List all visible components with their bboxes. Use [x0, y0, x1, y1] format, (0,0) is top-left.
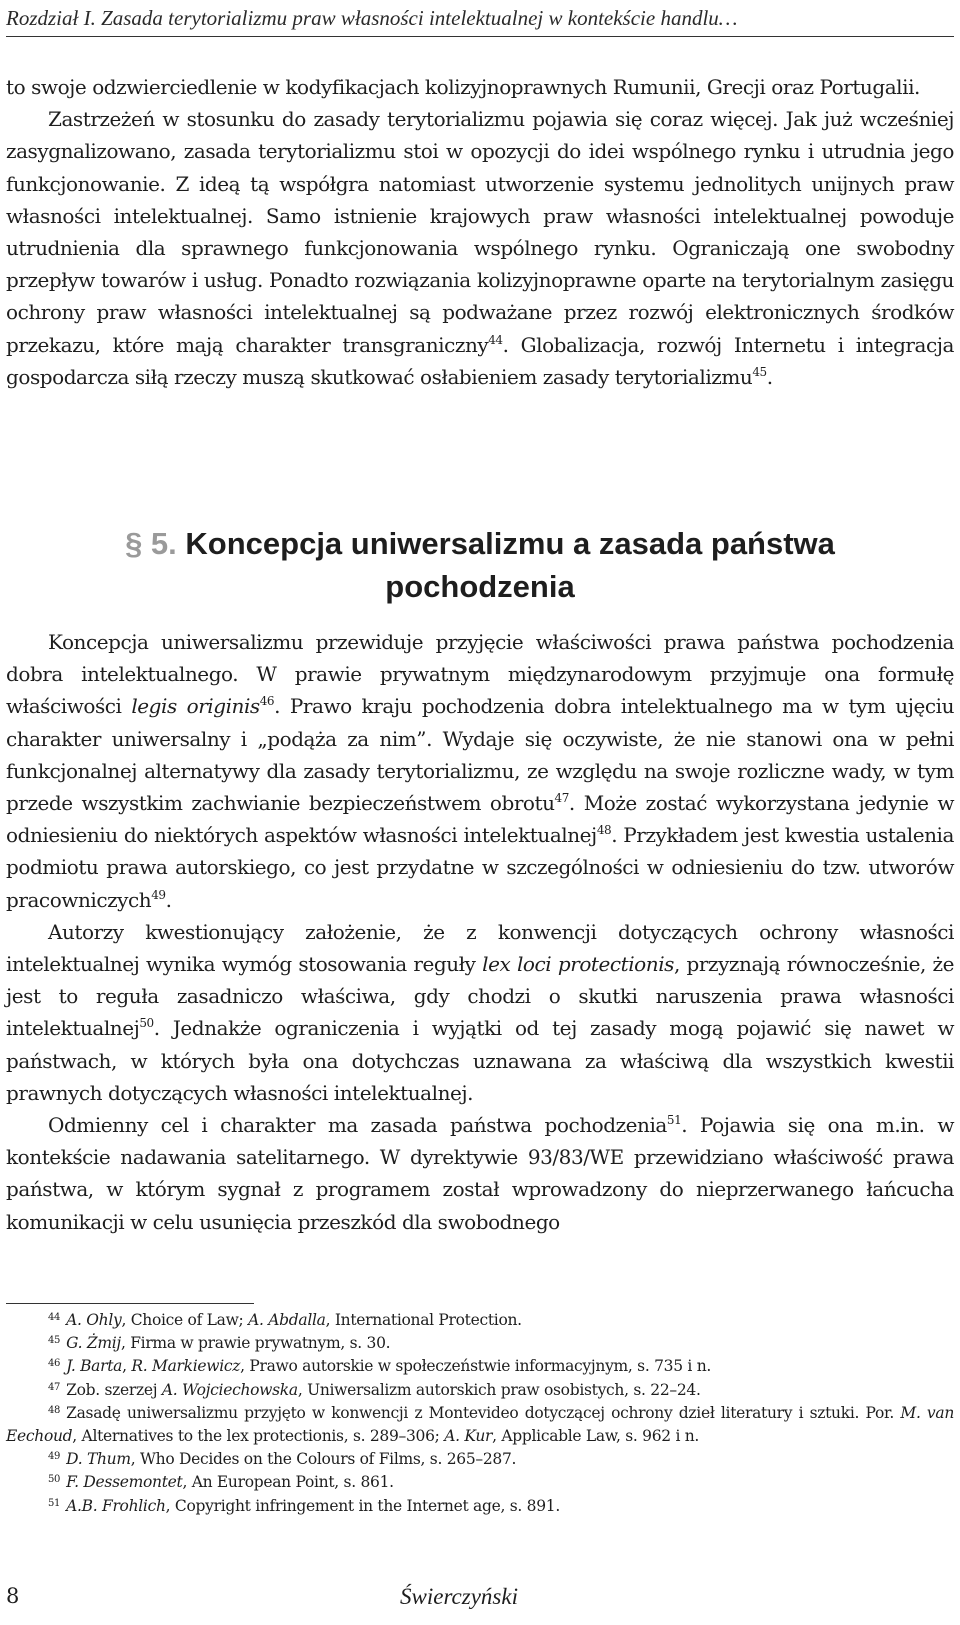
text-run: . Prawo kraju pochodzenia dobra intelektualnego ma w tym ujęciu charakter uniwersalny i „podąża za nim”. Wydaje się oczywiste, że nie stanowi ona w pełni funkcjonalnej alternatywy dla zasady terytorializmu, ze względu na swoje rozliczne wady, w tym przede wszystkim zachwianie bezpieczeństwem obrotu — [6, 694, 955, 816]
footnote-ref[interactable]: 46 — [259, 694, 275, 709]
author-name: M. van Eechoud — [6, 1403, 955, 1446]
footnote-text: , Choice of Law; — [121, 1311, 249, 1329]
italic-term: lex loci protectionis — [482, 952, 674, 977]
section-heading — [30, 522, 930, 608]
footnote-number: 48 — [48, 1404, 61, 1416]
text-run: . — [165, 887, 172, 912]
footnote-ref[interactable]: 48 — [596, 823, 612, 838]
footnote-number: 49 — [48, 1451, 61, 1463]
footnote-text: Zob. szerzej — [66, 1380, 162, 1399]
footnote-number: 50 — [48, 1474, 61, 1486]
footnote-text: , Alternatives to the lex protectionis, s. 289–306; — [72, 1427, 445, 1446]
footnote-number: 46 — [48, 1358, 61, 1370]
running-head: Rozdział I. Zasada terytorializmu praw własności intelektualnej w kontekście handlu… — [6, 6, 738, 30]
paragraph-continuation: to swoje odzwierciedlenie w kodyfikacjach kolizyjnoprawnych Rumunii, Grecji oraz Portugalii. — [6, 75, 920, 99]
footnote — [6, 1332, 954, 1355]
footnote-text: , Firma w prawie prywatnym, s. 30. — [120, 1334, 391, 1353]
paragraph — [6, 916, 954, 1109]
footnote-text: Zasadę uniwersalizmu przyjęto w konwencji z Montevideo dotyczącej ochrony dzieł literatury i sztuki. Por. — [66, 1403, 901, 1422]
author-name: J. Barta — [66, 1357, 123, 1376]
footnote-number: 44 — [48, 1312, 61, 1323]
text-run: . — [766, 364, 773, 389]
footnote-text: , An European Point, s. 861. — [182, 1473, 394, 1492]
header-rule — [6, 36, 954, 37]
italic-term: legis originis — [131, 694, 260, 719]
footnote — [6, 1309, 954, 1332]
running-foot-author: Świerczyński — [400, 1584, 518, 1609]
footnote-text: , Prawo autorskie w społeczeństwie informacyjnym, s. 735 i n. — [240, 1357, 711, 1376]
author-name: G. Żmij — [66, 1334, 121, 1353]
body-text-top — [6, 71, 954, 393]
text-run: , przyznają równocześnie, że jest to reguła zasadniczo właściwa, gdy chodzi o skutki naruszenia prawa własności intelektualnej — [6, 952, 955, 1041]
text-run: . Jednakże ograniczenia i wyjątki od tej zasady mogą pojawić się nawet w państwach, w których była ona dotychczas uznawana za właściwą dla wszystkich kwestii prawnych dotyczących własności intelektualnej. — [6, 1016, 954, 1105]
footnote-ref[interactable]: 47 — [554, 791, 569, 806]
footnote-ref[interactable]: 45 — [752, 364, 767, 379]
section-number: § 5. — [125, 526, 177, 561]
text-run: . Globalizacja, rozwój Internetu i integracja gospodarcza siłą rzeczy muszą skutkować osłabieniem zasady terytorializmu — [6, 332, 954, 389]
footnote-text: , International Protection. — [325, 1311, 522, 1329]
section-title-line1: Koncepcja uniwersalizmu a zasada państwa — [185, 526, 835, 561]
footnote — [6, 1495, 954, 1518]
footnote-ref[interactable]: 44 — [488, 332, 503, 347]
footnote-separator — [6, 1303, 254, 1304]
author-name: A.B. Frohlich — [66, 1496, 166, 1515]
footnote-number: 51 — [48, 1497, 61, 1509]
paragraph — [6, 626, 954, 916]
paragraph — [6, 103, 954, 393]
body-text-bottom — [6, 626, 954, 1238]
author-name: D. Thum — [66, 1450, 131, 1469]
footnote-number: 47 — [48, 1381, 61, 1393]
footnote-ref[interactable]: 50 — [139, 1016, 154, 1031]
author-name: A. Abdalla — [248, 1311, 326, 1329]
footnotes — [6, 1309, 954, 1518]
footnote-text: , Copyright infringement in the Internet age, s. 891. — [165, 1496, 560, 1515]
footnote-text: , Applicable Law, s. 962 i n. — [492, 1427, 700, 1446]
footnote — [6, 1402, 954, 1448]
section-title-line2: pochodzenia — [385, 569, 575, 604]
author-name: A. Ohly — [66, 1311, 122, 1329]
footnote-text: , Who Decides on the Colours of Films, s. 265–287. — [130, 1450, 517, 1469]
author-name: A. Wojciechowska — [161, 1380, 298, 1399]
footnote — [6, 1448, 954, 1471]
text-run: Odmienny cel i charakter ma zasada państwa pochodzenia — [48, 1113, 667, 1138]
author-name: A. Kur — [444, 1427, 493, 1446]
page-number: 8 — [6, 1584, 20, 1608]
footnote — [6, 1471, 954, 1494]
footnote — [6, 1355, 954, 1378]
text-run: . Pojawia się ona m.in. w kontekście nadawania satelitarnego. W dyrektywie 93/83/WE przewidziano właściwość prawa państwa, w którym sygnał z programem został wprowadzony do nieprzerwanego łańcucha komunikacji w celu usunięcia przeszkód dla swobodnego — [6, 1113, 954, 1234]
footnote — [6, 1379, 954, 1402]
footnote-ref[interactable]: 49 — [151, 887, 166, 902]
text-run: . Przykładem jest kwestia ustalenia podmiotu prawa autorskiego, co jest przydatne w szczególności w odniesieniu do tzw. utworów pracowniczych — [6, 823, 954, 912]
footnote-ref[interactable]: 51 — [666, 1113, 682, 1128]
author-name: F. Dessemontet — [66, 1473, 183, 1492]
author-name: R. Markiewicz — [131, 1357, 241, 1376]
footnote-number: 45 — [48, 1335, 61, 1347]
footnote-text: , — [122, 1357, 132, 1376]
text-run: Zastrzeżeń w stosunku do zasady terytorializmu pojawia się coraz więcej. Jak już wcześniej zasygnalizowano, zasada terytorializmu stoi w opozycji do idei wspólnego rynku i utrudnia jego funkcjonowanie. Z ideą tą współgra natomiast utworzenie systemu jednolitych unijnych praw własności intelektualnej. Samo istnienie krajowych praw własności intelektualnej powoduje utrudnienia dla sprawnego funkcjonowania wspólnego rynku. Ograniczają one swobodny przepływ towarów i usług. Ponadto rozwiązania kolizyjnoprawne oparte na terytorialnym zasięgu ochrony praw własności intelektualnej są podważane przez rozwój elektronicznych środków przekazu, które mają charakter transgraniczny — [6, 107, 954, 357]
footnote-text: , Uniwersalizm autorskich praw osobistych, s. 22–24. — [297, 1380, 701, 1399]
text-run: Koncepcja uniwersalizmu przewiduje przyjęcie właściwości prawa państwa pochodzenia dobra intelektualnego. W prawie prywatnym międzynarodowym przyjmuje ona formułę właściwości — [6, 630, 954, 719]
text-run: . Może zostać wykorzystana jedynie w odniesieniu do niektórych aspektów własności intelektualnej — [6, 791, 954, 848]
paragraph — [6, 1109, 954, 1238]
text-run: Autorzy kwestionujący założenie, że z konwencji dotyczących ochrony własności intelektualnej wynika wymóg stosowania reguły — [6, 919, 954, 977]
